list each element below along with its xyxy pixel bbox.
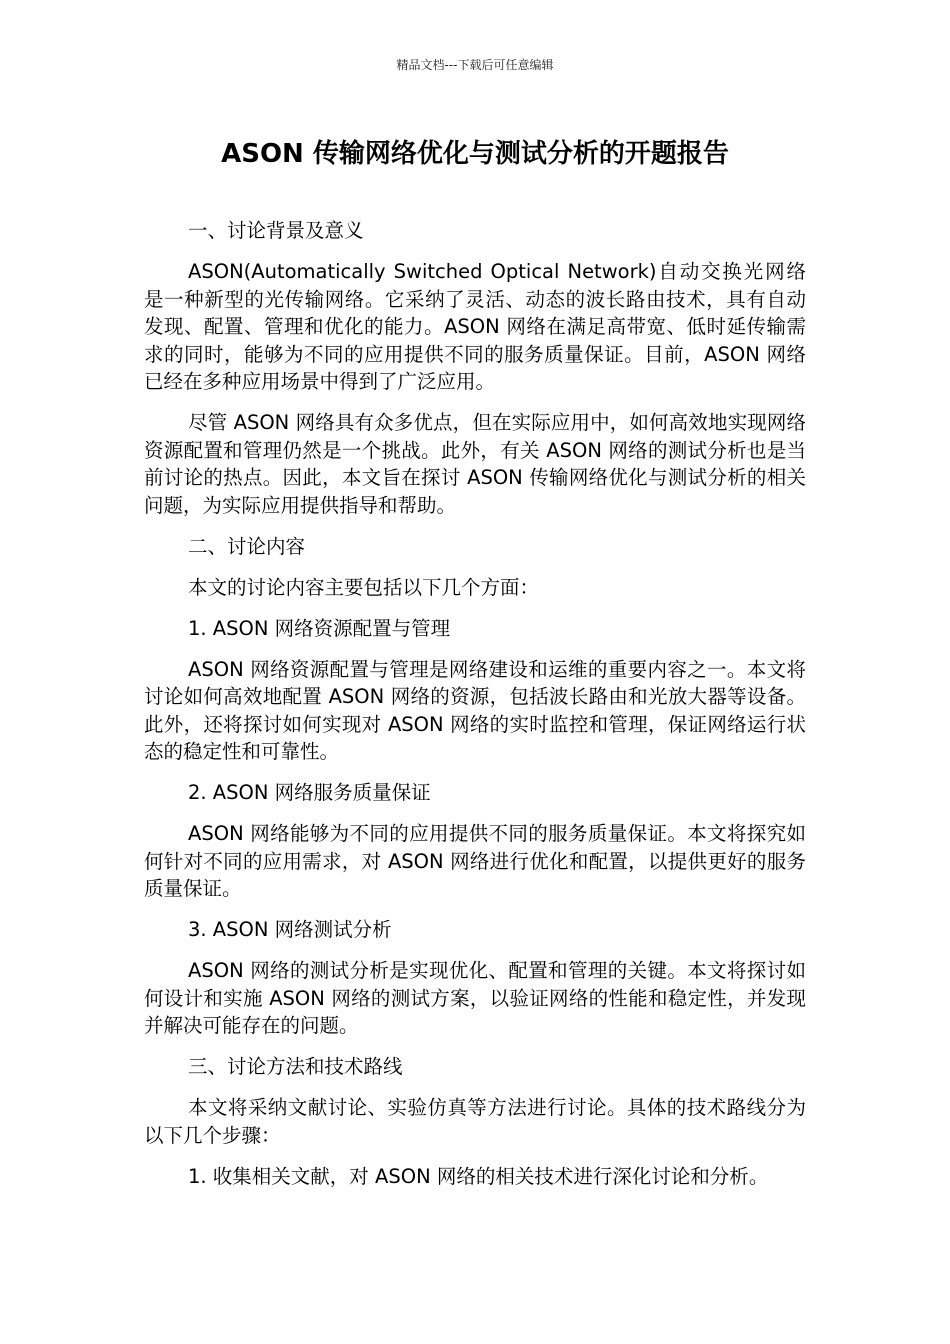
paragraph-resource-management: ASON 网络资源配置与管理是网络建设和运维的重要内容之一。本文将讨论如何高效地配置 ASON 网络的资源，包括波长路由和光放大器等设备。此外，还将探讨如何实现对 ASON 网络的实时监控和管理，保证网络运行状态的稳定性和可靠性。 — [144, 657, 806, 763]
header-note: 精品文档---下载后可任意编辑 — [396, 58, 554, 72]
section-heading-content: 二、讨论内容 — [188, 534, 306, 558]
paragraph-qos: ASON 网络能够为不同的应用提供不同的服务质量保证。本文将探究如何针对不同的应用需求，对 ASON 网络进行优化和配置，以提供更好的服务质量保证。 — [144, 822, 806, 900]
paragraph-content-intro: 本文的讨论内容主要包括以下几个方面： — [188, 575, 540, 599]
subheading-qos: 2. ASON 网络服务质量保证 — [188, 781, 431, 804]
paragraph-challenges: 尽管 ASON 网络具有众多优点，但在实际应用中，如何高效地实现网络资源配置和管理仍然是一个挑战。此外，有关 ASON 网络的测试分析也是当前讨论的热点。因此，本文旨在探讨 ASON 传输网络优化与测试分析的相关问题，为实际应用提供指导和帮助。 — [144, 411, 806, 517]
section-heading-background: 一、讨论背景及意义 — [188, 219, 364, 242]
subheading-testing: 3. ASON 网络测试分析 — [188, 918, 392, 941]
paragraph-methods: 本文将采纳文献讨论、实验仿真等方法进行讨论。具体的技术路线分为以下几个步骤： — [144, 1096, 806, 1147]
section-heading-methods: 三、讨论方法和技术路线 — [188, 1055, 403, 1078]
paragraph-testing: ASON 网络的测试分析是实现优化、配置和管理的关键。本文将探讨如何设计和实施 ASON 网络的测试方案，以验证网络的性能和稳定性，并发现并解决可能存在的问题。 — [144, 959, 806, 1037]
subheading-resource-management: 1. ASON 网络资源配置与管理 — [188, 616, 451, 640]
paragraph-ason-intro: ASON(Automatically Switched Optical Network)自动交换光网络是一种新型的光传输网络。它采纳了灵活、动态的波长路由技术，具有自动发现、配置、管理和优化的能力。ASON 网络在满足高带宽、低时延传输需求的同时，能够为不同的应用提供不同的服务质量保证。目前，ASON 网络已经在多种应用场景中得到了广泛应用。 — [144, 260, 806, 393]
list-item-step-1: 1. 收集相关文献，对 ASON 网络的相关技术进行深化讨论和分析。 — [188, 1164, 769, 1188]
document-title: ASON 传输网络优化与测试分析的开题报告 — [221, 139, 729, 169]
document-body — [144, 217, 806, 1204]
